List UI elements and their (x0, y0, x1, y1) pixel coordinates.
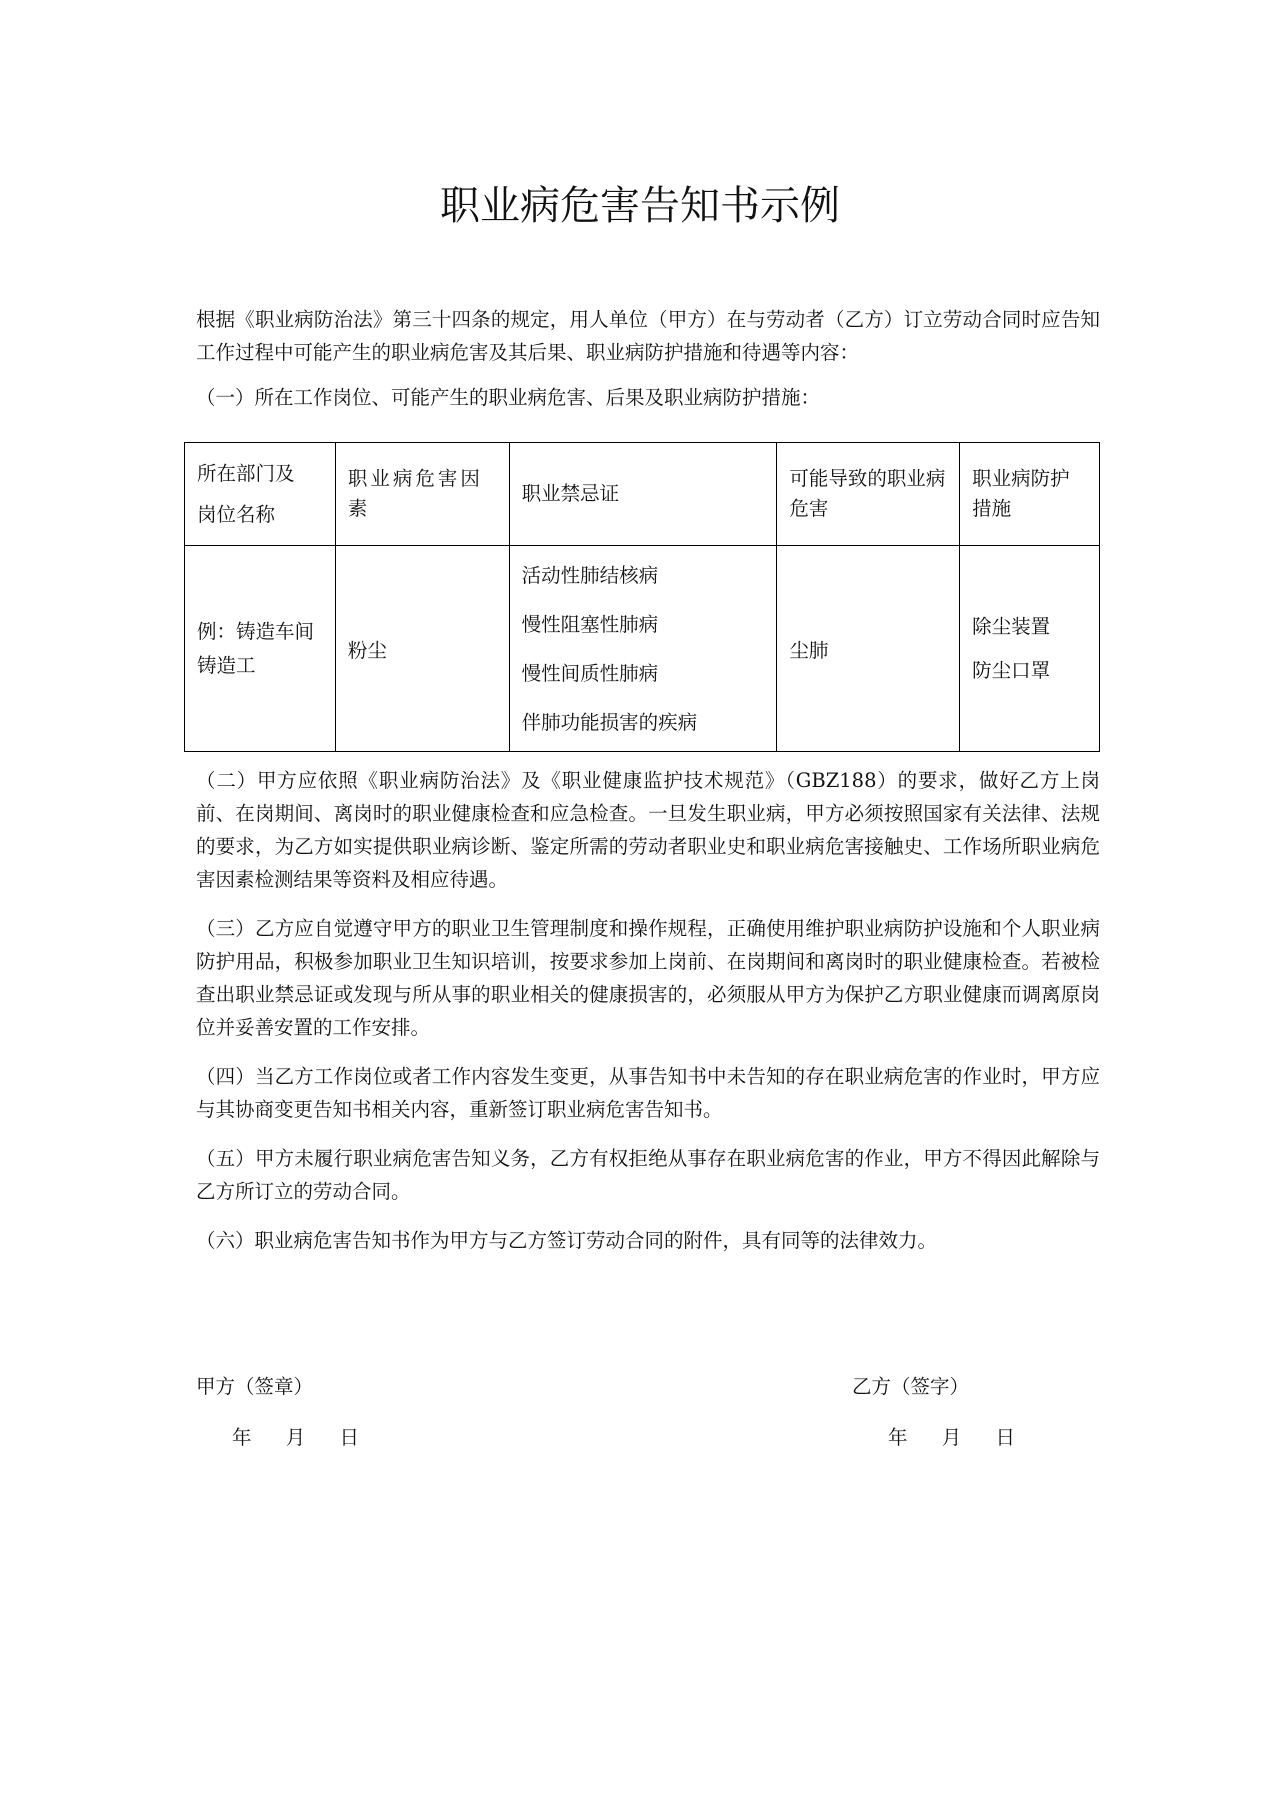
date-year-label: 年 (232, 1426, 252, 1449)
date-day-label: 日 (339, 1426, 359, 1449)
protection-item: 除尘装置 (972, 614, 1051, 638)
header-contraindications: 职业禁忌证 (509, 443, 777, 546)
section-3-paragraph: （三）乙方应自觉遵守甲方的职业卫生管理制度和操作规程，正确使用维护职业病防护设施和个人职业病防护用品，积极参加职业卫生知识培训，按要求参加上岗前、在岗期间和离岗时的职业健康检查。若被检查出职业禁忌证或发现与所从事的职业相关的健康损害的，必须服从甲方为保护乙方职业健康而调离原岗位并妥善安置的工作安排。 (196, 917, 1100, 1039)
header-dept-line-2: 岗位名称 (197, 503, 276, 526)
cell-dept-position (185, 546, 336, 752)
contraindication-item: 慢性阻塞性肺病 (521, 612, 659, 636)
table-header-row (185, 443, 1100, 546)
dept-line-1: 例：铸造车间 (197, 619, 315, 643)
cell-possible-disease: 尘肺 (777, 546, 960, 752)
party-b-label: 乙方（签字） (852, 1375, 970, 1398)
party-b-date (852, 1421, 1043, 1454)
header-dept-line-1: 所在部门及 (197, 462, 295, 485)
cell-protection-measures (960, 546, 1100, 752)
table-row (185, 546, 1100, 752)
signature-block (196, 1370, 1100, 1490)
section-2-paragraph: （二）甲方应依照《职业病防治法》及《职业健康监护技术规范》（GBZ188）的要求，做好乙方上岗前、在岗期间、离岗时的职业健康检查和应急检查。一旦发生职业病，甲方必须按照国家有关法律、法规的要求，为乙方如实提供职业病诊断、鉴定所需的劳动者职业史和职业病危害接触史、工作场所职业病危害因素检测结果等资料及相应待遇。 (196, 769, 1100, 891)
protection-item: 防尘口罩 (972, 658, 1051, 682)
party-a-label: 甲方（签章） (196, 1375, 314, 1398)
section-6-paragraph: （六）职业病危害告知书作为甲方与乙方签订劳动合同的附件，具有同等的法律效力。 (196, 1229, 938, 1252)
document-body (196, 303, 1100, 1273)
hazard-table (184, 442, 1100, 752)
contraindication-item: 伴肺功能损害的疾病 (521, 710, 698, 734)
date-month-label: 月 (285, 1426, 306, 1449)
dept-line-2: 铸造工 (197, 653, 256, 677)
date-month-label: 月 (941, 1426, 962, 1449)
cell-contraindications (509, 546, 777, 752)
section-5-paragraph: （五）甲方未履行职业病危害告知义务，乙方有权拒绝从事存在职业病危害的作业，甲方不得因此解除与乙方所订立的劳动合同。 (196, 1147, 1100, 1203)
date-day-label: 日 (995, 1426, 1015, 1449)
section-1-heading: （一）所在工作岗位、可能产生的职业病危害、后果及职业病防护措施： (196, 386, 821, 409)
date-year-label: 年 (888, 1426, 908, 1449)
party-b-signature (852, 1370, 1043, 1454)
party-a-date (196, 1421, 387, 1454)
section-4-paragraph: （四）当乙方工作岗位或者工作内容发生变更，从事告知书中未告知的存在职业病危害的作业时，甲方应与其协商变更告知书相关内容，重新签订职业病危害告知书。 (196, 1065, 1100, 1121)
header-dept-position (185, 443, 336, 546)
intro-paragraph: 根据《职业病防治法》第三十四条的规定，用人单位（甲方）在与劳动者（乙方）订立劳动合同时应告知工作过程中可能产生的职业病危害及其后果、职业病防护措施和待遇等内容： (196, 308, 1100, 364)
party-a-signature (196, 1370, 387, 1454)
document-title: 职业病危害告知书示例 (440, 183, 840, 229)
header-hazard-factor: 职业病危害因素 (335, 443, 509, 546)
contraindication-item: 慢性间质性肺病 (521, 661, 659, 685)
cell-hazard-factor: 粉尘 (335, 546, 509, 752)
header-possible-disease: 可能导致的职业病危害 (777, 443, 960, 546)
header-protection-measures: 职业病防护措施 (960, 443, 1100, 546)
contraindication-item: 活动性肺结核病 (521, 563, 659, 587)
